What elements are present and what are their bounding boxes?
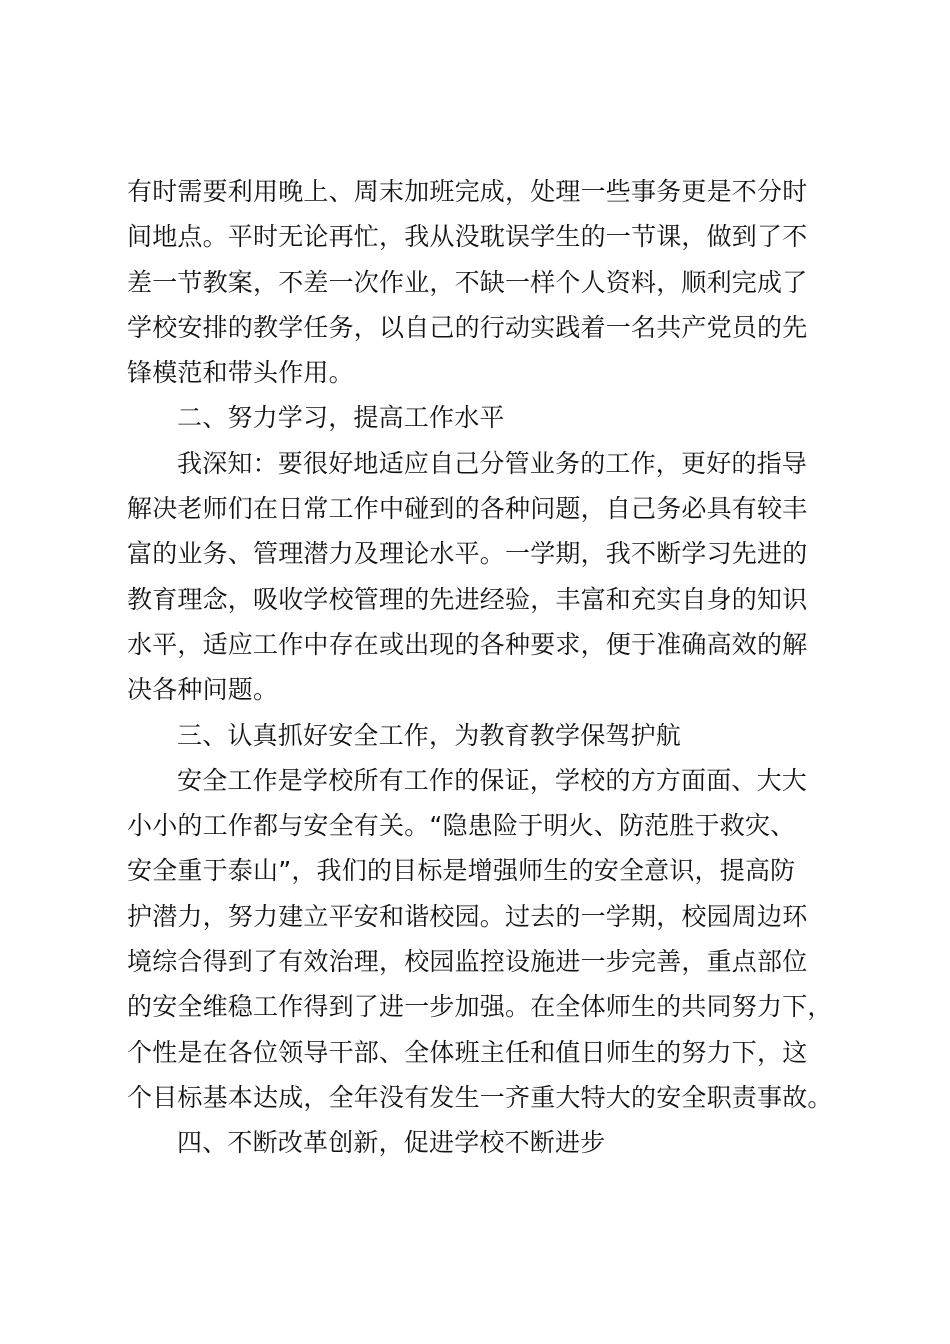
paragraph-first-line: 二、努力学习，提高工作水平 xyxy=(177,403,505,433)
text-line: 小小的工作都与安全有关。“隐患险于明火、防范胜于救灾、 xyxy=(127,811,796,841)
text-line: 安全重于泰山”，我们的目标是增强师生的安全意识，提高防 xyxy=(127,856,796,886)
text-line: 教育理念，吸收学校管理的先进经验，丰富和充实自身的知识 xyxy=(127,584,808,614)
text-line: 个目标基本达成，全年没有发生一齐重大特大的安全职责事故。 xyxy=(127,1082,833,1112)
text-line: 学校安排的教学任务，以自己的行动实践着一名共产党员的先 xyxy=(127,312,808,342)
document-body xyxy=(127,169,847,1166)
text-line: 锋模范和带头作用。 xyxy=(127,358,354,388)
text-line: 间地点。平时无论再忙，我从没耽误学生的一节课，做到了不 xyxy=(127,222,808,252)
text-line: 护潜力，努力建立平安和谐校园。过去的一学期，校园周边环 xyxy=(127,901,808,931)
paragraph-first-line: 三、认真抓好安全工作，为教育教学保驾护航 xyxy=(177,720,682,750)
text-line: 水平，适应工作中存在或出现的各种要求，便于准确高效的解 xyxy=(127,629,808,659)
paragraph-first-line: 我深知：要很好地适应自己分管业务的工作，更好的指导 xyxy=(177,448,808,478)
text-line: 有时需要利用晚上、周末加班完成，处理一些事务更是不分时 xyxy=(127,177,808,206)
paragraph-first-line: 安全工作是学校所有工作的保证，学校的方方面面、大大 xyxy=(177,765,808,795)
text-line: 决各种问题。 xyxy=(127,675,279,705)
text-line: 差一节教案，不差一次作业，不缺一样个人资料，顺利完成了 xyxy=(127,267,808,297)
text-line: 个性是在各位领导干部、全体班主任和值日师生的努力下，这 xyxy=(127,1037,808,1067)
paragraph-first-line: 四、不断改革创新，促进学校不断进步 xyxy=(177,1128,606,1158)
text-line: 富的业务、管理潜力及理论水平。一学期，我不断学习先进的 xyxy=(127,539,808,569)
text-line: 境综合得到了有效治理，校园监控设施进一步完善，重点部位 xyxy=(127,947,808,977)
text-line: 解决老师们在日常工作中碰到的各种问题，自己务必具有较丰 xyxy=(127,494,808,524)
text-line: 的安全维稳工作得到了进一步加强。在全体师生的共同努力下， xyxy=(127,992,833,1022)
